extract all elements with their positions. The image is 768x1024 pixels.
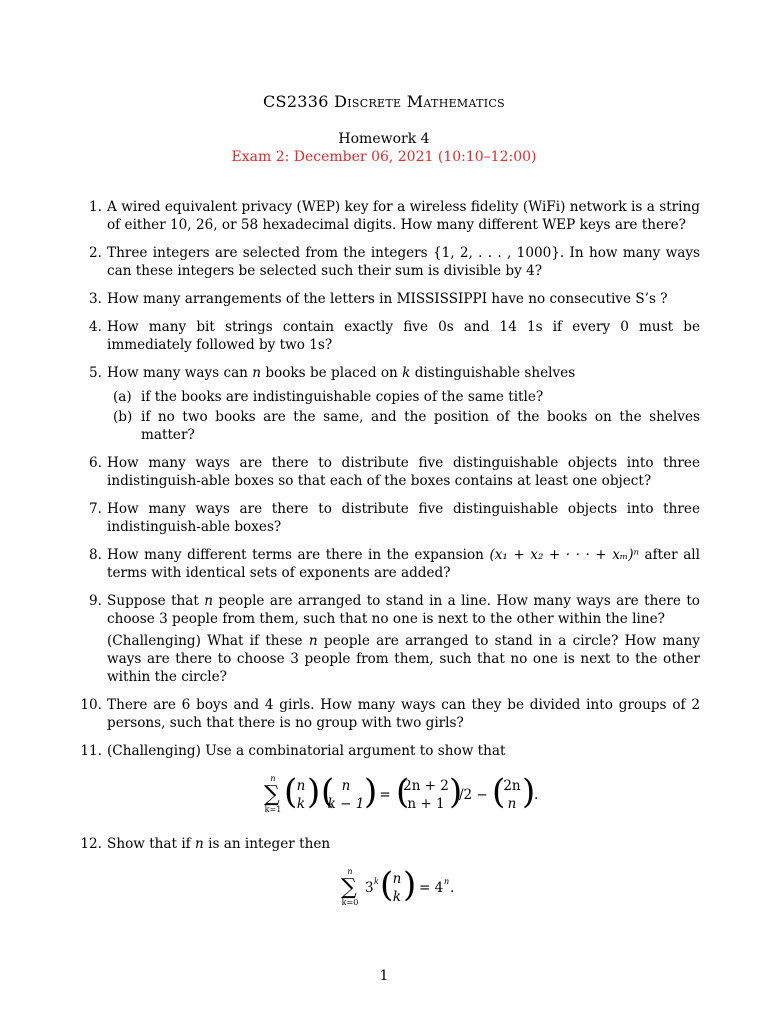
question-text: How many ways can n books be placed on k distinguishable shelves: [107, 365, 576, 381]
binom-paren-right: ): [306, 772, 320, 812]
binom-paren-right: ): [363, 772, 377, 812]
question-3: [80, 290, 700, 308]
equation-12: [107, 863, 700, 918]
question-11: [80, 742, 700, 825]
question-text: How many arrangements of the letters in MISSISSIPPI have no consecutive S’s ?: [107, 291, 668, 307]
question-number: 12.: [80, 836, 102, 852]
binom-paren-right: ): [521, 772, 535, 812]
binom-top: n: [392, 871, 401, 887]
question-text: Suppose that n people are arranged to stand in a line. How many ways are there to choose 3 people from them, such that no one is next to the other within the line?: [107, 593, 700, 627]
question-number: 8.: [89, 547, 102, 563]
binom-paren-left: (: [283, 772, 297, 812]
question-number: 11.: [80, 743, 102, 759]
binom-paren-left: (: [320, 772, 334, 812]
question-number: 3.: [89, 291, 102, 307]
subquestion-text: if no two books are the same, and the position of the books on the shelves matter?: [141, 409, 700, 443]
subquestion-label: (a): [113, 389, 132, 405]
question-8: [80, 546, 700, 582]
question-text: (Challenging) Use a combinatorial argument to show that: [107, 743, 506, 759]
sum-upper: n: [269, 774, 276, 783]
binom3-bottom: n + 1: [406, 796, 445, 812]
question-5: [80, 364, 700, 444]
question-2: [80, 244, 700, 280]
question-text: There are 6 boys and 4 girls. How many ways can they be divided into groups of 2 persons, such that there is no group with two girls?: [107, 697, 700, 731]
question-text: How many ways are there to distribute five distinguishable objects into three indistinguish-able boxes so that each of the boxes contains at least one object?: [107, 455, 700, 489]
question-7: [80, 500, 700, 536]
binom-paren-right: ): [402, 865, 416, 905]
rhs-exponent: n: [443, 877, 449, 886]
power-base: 3: [364, 880, 374, 896]
binom-paren-left: (: [395, 772, 409, 812]
question-number: 7.: [89, 501, 102, 517]
sum-upper: n: [346, 867, 353, 876]
binom-paren-right: ): [448, 772, 462, 812]
period: .: [533, 787, 538, 803]
exam-date: Exam 2: December 06, 2021 (10:10–12:00): [231, 149, 537, 165]
question-number: 4.: [89, 319, 102, 335]
binom4-bottom: n: [507, 796, 516, 812]
question-text: Show that if n is an integer then: [107, 836, 331, 852]
sum-lower: k=1: [264, 805, 281, 814]
subquestion-label: (b): [113, 409, 133, 425]
expansion-expression: (x₁ + x₂ + · · · + xₘ)ⁿ: [489, 547, 640, 563]
sum-lower: k=0: [341, 898, 358, 907]
binom2-bottom: k − 1: [327, 796, 364, 812]
question-10: [80, 696, 700, 732]
power-exponent: k: [373, 877, 379, 886]
question-text: How many bit strings contain exactly five 0s and 14 1s if every 0 must be immediately followed by two 1s?: [107, 319, 700, 353]
question-list: [80, 198, 700, 928]
question-number: 10.: [80, 697, 102, 713]
question-number: 5.: [89, 365, 102, 381]
question-text: How many different terms are there in the expansion (x₁ + x₂ + · · · + xₘ)ⁿ after all terms with identical sets of exponents are added?: [107, 547, 700, 581]
question-12: [80, 835, 700, 918]
question-number: 1.: [89, 199, 102, 215]
period: .: [449, 880, 454, 896]
equation-11: [107, 770, 700, 825]
question-number: 2.: [89, 245, 102, 261]
sum-symbol: ∑: [263, 782, 280, 807]
binom1-bottom: k: [296, 796, 305, 812]
question-text: Three integers are selected from the integers {1, 2, . . . , 1000}. In how many ways can these integers be selected such their sum is divisible by 4?: [107, 245, 700, 279]
course-code: CS2336: [263, 92, 329, 111]
question-text: A wired equivalent privacy (WEP) key for a wireless fidelity (WiFi) network is a string of either 10, 26, or 58 hexadecimal digits. How many different WEP keys are there?: [107, 199, 700, 233]
equals-sign: =: [378, 787, 391, 803]
course-title: [0, 92, 768, 111]
sum-symbol: ∑: [340, 875, 357, 900]
binom-paren-left: (: [491, 772, 505, 812]
subquestion-a: [107, 388, 700, 406]
page-number: 1: [379, 968, 389, 984]
rhs-value: = 4: [418, 880, 443, 896]
binom2-top: n: [341, 778, 350, 794]
question-4: [80, 318, 700, 354]
question-text: How many ways are there to distribute five distinguishable objects into three indistinguish-able boxes?: [107, 501, 700, 535]
question-1: [80, 198, 700, 234]
question-9: [80, 592, 700, 686]
question-number: 6.: [89, 455, 102, 471]
binom1-top: n: [296, 778, 305, 794]
binom4-top: 2n: [502, 778, 521, 794]
subquestion-text: if the books are indistinguishable copies of the same title?: [141, 389, 544, 405]
binom-paren-left: (: [379, 865, 393, 905]
binom-bottom: k: [392, 889, 401, 905]
divide-minus: /2 −: [458, 787, 488, 803]
course-name: Discrete Mathematics: [334, 92, 505, 111]
question-challenge-text: (Challenging) What if these n people are arranged to stand in a circle? How many ways are there to choose 3 people from them, such that no one is next to the other within the circle?: [107, 633, 700, 685]
binom3-top: 2n + 2: [402, 778, 449, 794]
question-6: [80, 454, 700, 490]
subquestion-b: [107, 408, 700, 444]
question-number: 9.: [89, 593, 102, 609]
homework-label: Homework 4: [338, 131, 430, 147]
